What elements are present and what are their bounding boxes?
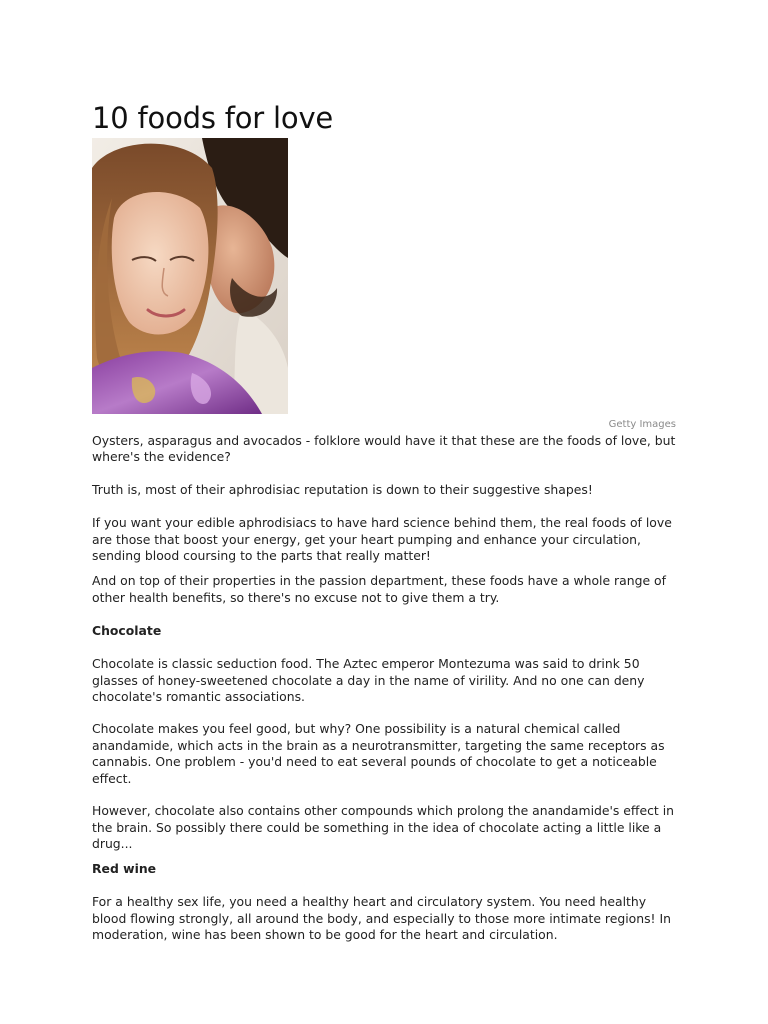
article-title: 10 foods for love	[92, 101, 334, 135]
chocolate-paragraph-3: However, chocolate also contains other compounds which prolong the anandamide's effect in the brain. So possibly there could be something in the idea of chocolate acting a little like a drug...	[92, 803, 674, 851]
section-heading-chocolate: Chocolate	[92, 623, 162, 639]
article	[92, 98, 676, 944]
section-heading-red-wine: Red wine	[92, 861, 157, 877]
red-wine-paragraph-1: For a healthy sex life, you need a healthy heart and circulatory system. You need healthy blood flowing strongly, all around the body, and especially to those more intimate regions! In moderation, wine has been shown to be good for the heart and circulation.	[92, 894, 671, 943]
intro-paragraph-3: If you want your edible aphrodisiacs to have hard science behind them, the real foods of love are those that boost your energy, get your heart pumping and enhance your circulation, sending blood coursing to the parts that really matter!	[92, 515, 672, 564]
intro-paragraph-4: And on top of their properties in the passion department, these foods have a whole range of other health benefits, so there's no excuse not to give them a try.	[92, 573, 666, 605]
chocolate-paragraph-2: Chocolate makes you feel good, but why? One possibility is a natural chemical called anandamide, which acts in the brain as a neurotransmitter, targeting the same receptors as cannabis. One problem - you'd need to eat several pounds of chocolate to get a noticeable effect.	[92, 721, 665, 786]
chocolate-paragraph-1: Chocolate is classic seduction food. The Aztec emperor Montezuma was said to drink 50 glasses of honey-sweetened chocolate a day in the name of virility. And no one can deny chocolate's romantic associations.	[92, 656, 645, 705]
image-credit: Getty Images	[608, 419, 676, 430]
intro-paragraph-1: Oysters, asparagus and avocados - folklore would have it that these are the foods of love, but where's the evidence?	[92, 433, 676, 465]
intro-paragraph-2: Truth is, most of their aphrodisiac reputation is down to their suggestive shapes!	[92, 481, 593, 497]
couple-photo	[92, 138, 288, 414]
